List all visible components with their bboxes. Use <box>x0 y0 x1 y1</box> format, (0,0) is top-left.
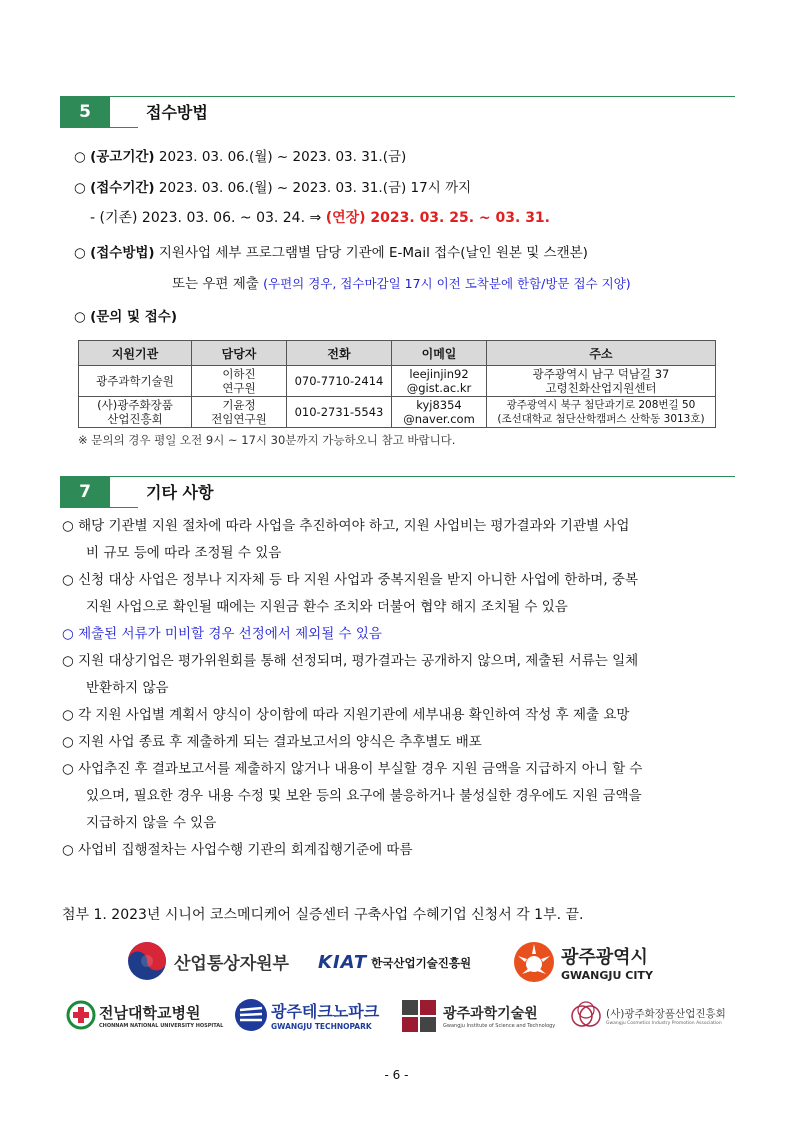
taegeuk-icon <box>126 940 168 982</box>
gcia-name: (사)광주화장품산업진흥회 <box>606 1008 726 1020</box>
gwangju-name-en: GWANGJU CITY <box>561 968 653 982</box>
column-header: 전화 <box>287 341 392 366</box>
cell-phone: 010-2731-5543 <box>287 397 392 428</box>
mail-text: 또는 우편 제출 <box>172 276 264 292</box>
inquiry-label: ○ (문의 및 접수) <box>74 309 178 325</box>
section-number: 5 <box>60 96 110 128</box>
gwangju-name: 광주광역시 <box>561 946 648 968</box>
list-item: ○ 지원 대상기업은 평가위원회를 통해 선정되며, 평가결과는 공개하지 않으며, 제출된 서류는 일체 <box>62 653 639 669</box>
cell-address <box>487 397 716 428</box>
label: (문의 및 접수) <box>90 309 178 325</box>
gist-logo <box>402 1000 555 1032</box>
gist-text <box>443 1003 555 1029</box>
email-part: kyj8354 <box>416 398 462 412</box>
extension-line <box>90 207 550 227</box>
email-domain: @gist.ac.kr <box>406 381 472 395</box>
contact-table <box>78 340 716 428</box>
gcia-text <box>606 1006 726 1026</box>
kiat-name: 한국산업기술진흥원 <box>371 955 472 970</box>
label: (접수방법) <box>90 245 155 261</box>
address-line: 고령친화산업지원센터 <box>545 381 657 395</box>
gtp-logo <box>234 998 379 1032</box>
gist-name-en: Gwangju Institute of Science and Technology <box>443 1023 556 1029</box>
motie-logo <box>126 940 289 982</box>
section-5-header <box>60 96 735 128</box>
org-line: (사)광주화장품 <box>97 398 173 412</box>
person-title: 연구원 <box>222 381 256 395</box>
list-item-cont: 지원 사업으로 확인될 때에는 지원금 환수 조치와 더불어 협약 해지 조치될 수 있음 <box>86 599 568 615</box>
kiat-logo <box>318 952 471 973</box>
list-item: ○ 각 지원 사업별 계획서 양식이 상이함에 따라 지원기관에 세부내용 확인하여 작성 후 제출 요망 <box>62 707 630 723</box>
section-7-header <box>60 476 735 508</box>
mail-note: (우편의 경우, 접수마감일 17시 이전 도착분에 한함/방문 접수 지양) <box>263 276 631 291</box>
submission-period: ○ (접수기간) 2023. 03. 06.(월) ~ 2023. 03. 31.(금) 17시 까지 <box>74 180 472 196</box>
list-item: ○ 사업비 집행절차는 사업수행 기관의 회계집행기준에 따름 <box>62 842 413 858</box>
kiat-mark: KIAT <box>318 952 368 973</box>
cell-person <box>192 397 287 428</box>
list-item-highlight: ○ 제출된 서류가 미비할 경우 선정에서 제외될 수 있음 <box>62 626 382 642</box>
list-item: ○ 신청 대상 사업은 정부나 지자체 등 타 지원 사업과 중복지원을 받지 아니한 사업에 한하며, 중복 <box>62 572 638 588</box>
list-item: ○ 지원 사업 종료 후 제출하게 되는 결과보고서의 양식은 추후별도 배포 <box>62 734 482 750</box>
label: (접수기간) <box>90 180 155 196</box>
cell-phone: 070-7710-2414 <box>287 366 392 397</box>
gtp-emblem-icon <box>234 998 268 1032</box>
value: 2023. 03. 06.(월) ~ 2023. 03. 31.(금) 17시 까지 <box>154 180 472 196</box>
page-number: - 6 - <box>384 1068 409 1082</box>
submission-method: ○ (접수방법) 지원사업 세부 프로그램별 담당 기관에 E-Mail 접수(날인 원본 및 스캔본) <box>74 245 588 261</box>
submission-method-mail <box>172 272 631 292</box>
table-row <box>79 397 716 428</box>
column-header: 지원기관 <box>79 341 192 366</box>
list-item-cont: 지급하지 않을 수 있음 <box>86 815 217 831</box>
section-title: 접수방법 <box>146 103 208 122</box>
email-domain: @naver.com <box>403 412 475 426</box>
notice-period: ○ (공고기간) 2023. 03. 06.(월) ~ 2023. 03. 31.(금) <box>74 149 407 165</box>
inquiry-note: ※ 문의의 경우 평일 오전 9시 ~ 17시 30분까지 가능하오니 참고 바랍니다. <box>78 433 456 447</box>
gcia-logo <box>570 1000 726 1032</box>
list-item: ○ 해당 기관별 지원 절차에 따라 사업을 추진하여야 하고, 지원 사업비는 평가결과와 기관별 사업 <box>62 518 630 534</box>
section-number: 7 <box>60 476 110 508</box>
cnuh-text <box>99 1002 223 1029</box>
gwangju-text <box>561 943 653 982</box>
gtp-name-en: GWANGJU TECHNOPARK <box>271 1022 372 1031</box>
gcia-name-en: Gwangju Cosmetics Industry Promotion Association <box>606 1021 722 1026</box>
list-item-cont: 있으며, 필요한 경우 내용 수정 및 보완 등의 요구에 불응하거나 불성실한 경우에도 지원 금액을 <box>86 788 642 804</box>
person-title: 전임연구원 <box>211 412 267 426</box>
header-underline <box>110 507 138 508</box>
gcia-emblem-icon <box>570 1000 602 1032</box>
gtp-text <box>271 999 379 1031</box>
email-part: leejinjin92 <box>409 367 469 381</box>
list-item-cont: 반환하지 않음 <box>86 680 169 696</box>
section-title: 기타 사항 <box>146 483 214 502</box>
misc-list <box>62 513 738 864</box>
value: 2023. 03. 06.(월) ~ 2023. 03. 31.(금) <box>154 149 407 165</box>
cell-org <box>79 397 192 428</box>
cnuh-logo <box>66 1000 223 1030</box>
address-line: (조선대학교 첨단산학캠퍼스 산학동 3013호) <box>497 413 705 425</box>
list-item: ○ 사업추진 후 결과보고서를 제출하지 않거나 내용이 부실할 경우 지원 금액을 지급하지 아니 할 수 <box>62 761 643 777</box>
person-name: 이하진 <box>222 367 256 381</box>
org-line: 산업진흥회 <box>107 412 163 426</box>
cell-email[interactable] <box>392 366 487 397</box>
address-line: 광주광역시 북구 첨단과기로 208번길 50 <box>506 399 696 411</box>
column-header: 담당자 <box>192 341 287 366</box>
column-header: 주소 <box>487 341 716 366</box>
cnuh-name: 전남대학교병원 <box>99 1003 201 1022</box>
label: (공고기간) <box>90 149 155 165</box>
gtp-name: 광주테크노파크 <box>271 1002 380 1021</box>
previous-period: - (기존) 2023. 03. 06. ~ 03. 24. ⇒ <box>90 210 326 226</box>
motie-name: 산업통상자원부 <box>174 953 289 974</box>
address-line: 광주광역시 남구 덕남길 37 <box>532 367 670 381</box>
column-header: 이메일 <box>392 341 487 366</box>
table-header-row <box>79 341 716 366</box>
gist-emblem-icon <box>402 1000 438 1032</box>
person-name: 기윤정 <box>222 398 256 412</box>
cell-email[interactable] <box>392 397 487 428</box>
extended-period: (연장) 2023. 03. 25. ~ 03. 31. <box>325 210 550 226</box>
cell-address <box>487 366 716 397</box>
header-rule <box>110 96 735 97</box>
gwangju-city-logo <box>512 940 653 984</box>
header-rule <box>110 476 735 477</box>
gist-name: 광주과학기술원 <box>443 1006 538 1022</box>
list-item-cont: 비 규모 등에 따라 조정될 수 있음 <box>86 545 282 561</box>
gwangju-emblem-icon <box>512 940 556 984</box>
cell-org: 광주과학기술원 <box>79 366 192 397</box>
cnuh-emblem-icon <box>66 1000 96 1030</box>
value: 지원사업 세부 프로그램별 담당 기관에 E-Mail 접수(날인 원본 및 스캔본) <box>154 245 588 261</box>
cell-person <box>192 366 287 397</box>
cnuh-name-en: CHONNAM NATIONAL UNIVERSITY HOSPITAL <box>99 1022 224 1029</box>
attachment-line: 첨부 1. 2023년 시니어 코스메디케어 실증센터 구축사업 수혜기업 신청서 각 1부. 끝. <box>62 907 584 923</box>
header-underline <box>110 127 138 128</box>
table-row <box>79 366 716 397</box>
